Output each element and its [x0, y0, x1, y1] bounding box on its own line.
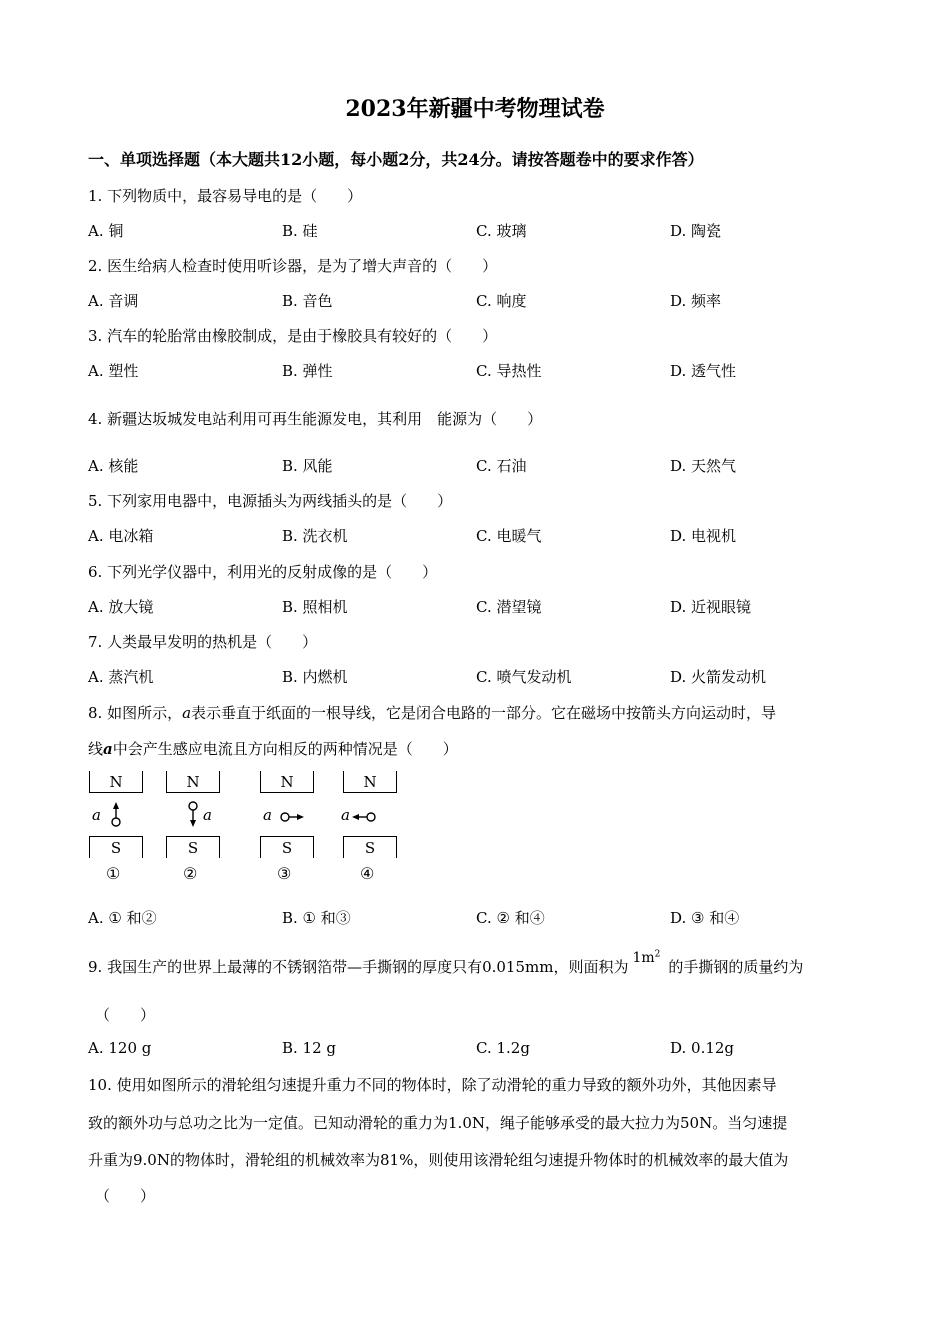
- question-8-text: 8. 如图所示，: [88, 704, 183, 722]
- question-5-option-d: D. 电视机: [670, 527, 737, 545]
- question-1-option-c: C. 玻璃: [476, 222, 527, 240]
- wire-variable: a: [103, 740, 113, 758]
- south-pole: S: [166, 836, 220, 858]
- question-8-stem-line2: [88, 738, 458, 759]
- question-3-option-c: C. 导热性: [476, 362, 542, 380]
- question-1-option-d: D. 陶瓷: [670, 222, 722, 240]
- question-8-option-a: A. ① 和②: [88, 909, 157, 927]
- wire-label: a: [92, 806, 101, 824]
- question-5-stem: 5. 下列家用电器中，电源插头为两线插头的是（ ）: [88, 492, 453, 510]
- north-pole: N: [343, 771, 397, 793]
- question-5-option-b: B. 洗衣机: [282, 527, 348, 545]
- question-7-option-a: A. 蒸汽机: [88, 668, 154, 686]
- wire-left-arrow-icon: [351, 809, 377, 825]
- question-9-option-a: A. 120 g: [88, 1039, 152, 1057]
- question-2-option-b: B. 音色: [282, 292, 333, 310]
- question-6-stem: 6. 下列光学仪器中，利用光的反射成像的是（ ）: [88, 563, 438, 581]
- question-8-text: 线: [88, 740, 104, 758]
- wire-variable: a: [182, 704, 192, 722]
- question-9-stem: [88, 949, 804, 977]
- question-7-stem: 7. 人类最早发明的热机是（ ）: [88, 633, 318, 651]
- question-9-option-c: C. 1.2g: [476, 1039, 530, 1057]
- question-9-text: 的手撕钢的质量约为: [668, 958, 804, 976]
- question-8-option-c: C. ② 和④: [476, 909, 545, 927]
- case-label-3: ③: [277, 864, 292, 883]
- question-5-option-c: C. 电暖气: [476, 527, 542, 545]
- question-6-option-d: D. 近视眼镜: [670, 598, 752, 616]
- question-2-option-c: C. 响度: [476, 292, 527, 310]
- wire-right-arrow-icon: [279, 809, 305, 825]
- area-unit-base: 1m: [632, 950, 655, 966]
- question-3-option-d: D. 透气性: [670, 362, 737, 380]
- question-1-option-b: B. 硅: [282, 222, 318, 240]
- question-8-text: 中会产生感应电流且方向相反的两种情况是（ ）: [112, 740, 458, 758]
- north-pole: N: [260, 771, 314, 793]
- question-9-blank: （ ）: [95, 1006, 156, 1024]
- question-8-option-d: D. ③ 和④: [670, 909, 740, 927]
- question-9-option-d: D. 0.12g: [670, 1039, 735, 1057]
- case-label-4: ④: [360, 864, 375, 883]
- question-4-option-d: D. 天然气: [670, 457, 737, 475]
- question-8-stem-line1: [88, 702, 776, 723]
- question-3-stem: 3. 汽车的轮胎常由橡胶制成，是由于橡胶具有较好的（ ）: [88, 327, 498, 345]
- question-10-blank: （ ）: [95, 1187, 156, 1205]
- question-10-line-3: 升重为9.0N的物体时，滑轮组的机械效率为81%，则使用该滑轮组匀速提升物体时的机械效率的最大值为: [88, 1151, 789, 1169]
- question-8-option-b: B. ① 和③: [282, 909, 351, 927]
- question-6-option-c: C. 潜望镜: [476, 598, 542, 616]
- south-pole: S: [343, 836, 397, 858]
- question-10-line-2: 致的额外功与总功之比为一定值。已知动滑轮的重力为1.0N，绳子能够承受的最大拉力为50N。当匀速提: [88, 1114, 788, 1132]
- question-9-text: 9. 我国生产的世界上最薄的不锈钢箔带—手撕钢的厚度只有0.015mm，则面积为: [88, 958, 629, 976]
- wire-up-arrow-icon: [106, 800, 126, 830]
- section-heading: 一、单项选择题（本大题共12小题，每小题2分，共24分。请按答题卷中的要求作答）: [88, 150, 704, 169]
- south-pole: S: [89, 836, 143, 858]
- question-4-option-c: C. 石油: [476, 457, 527, 475]
- north-pole: N: [166, 771, 220, 793]
- question-4-option-b: B. 风能: [282, 457, 333, 475]
- case-label-1: ①: [106, 864, 121, 883]
- question-10-line-1: 10. 使用如图所示的滑轮组匀速提升重力不同的物体时，除了动滑轮的重力导致的额外功外，其他因素导: [88, 1076, 777, 1094]
- question-3-option-a: A. 塑性: [88, 362, 139, 380]
- wire-label: a: [341, 806, 350, 824]
- case-label-2: ②: [183, 864, 198, 883]
- question-1-option-a: A. 铜: [88, 222, 124, 240]
- wire-down-arrow-icon: [183, 800, 203, 830]
- north-pole: N: [89, 771, 143, 793]
- question-8-text: 表示垂直于纸面的一根导线，它是闭合电路的一部分。它在磁场中按箭头方向运动时，导: [191, 704, 777, 722]
- question-2-stem: 2. 医生给病人检查时使用听诊器，是为了增大声音的（ ）: [88, 257, 498, 275]
- question-2-option-d: D. 频率: [670, 292, 722, 310]
- question-9-option-b: B. 12 g: [282, 1039, 337, 1057]
- question-5-option-a: A. 电冰箱: [88, 527, 154, 545]
- wire-label: a: [263, 806, 272, 824]
- question-6-option-a: A. 放大镜: [88, 598, 154, 616]
- question-3-option-b: B. 弹性: [282, 362, 333, 380]
- question-6-option-b: B. 照相机: [282, 598, 348, 616]
- question-7-option-b: B. 内燃机: [282, 668, 348, 686]
- question-2-option-a: A. 音调: [88, 292, 139, 310]
- question-4-stem: 4. 新疆达坂城发电站利用可再生能源发电，其利用 能源为（ ）: [88, 410, 543, 428]
- question-4-option-a: A. 核能: [88, 457, 139, 475]
- area-unit: [632, 950, 660, 966]
- south-pole: S: [260, 836, 314, 858]
- wire-label: a: [203, 806, 212, 824]
- question-1-stem: 1. 下列物质中，最容易导电的是（ ）: [88, 187, 363, 205]
- question-7-option-c: C. 喷气发动机: [476, 668, 572, 686]
- question-7-option-d: D. 火箭发动机: [670, 668, 767, 686]
- page-title: 2023年新疆中考物理试卷: [345, 96, 605, 122]
- area-unit-exponent: 2: [654, 949, 661, 960]
